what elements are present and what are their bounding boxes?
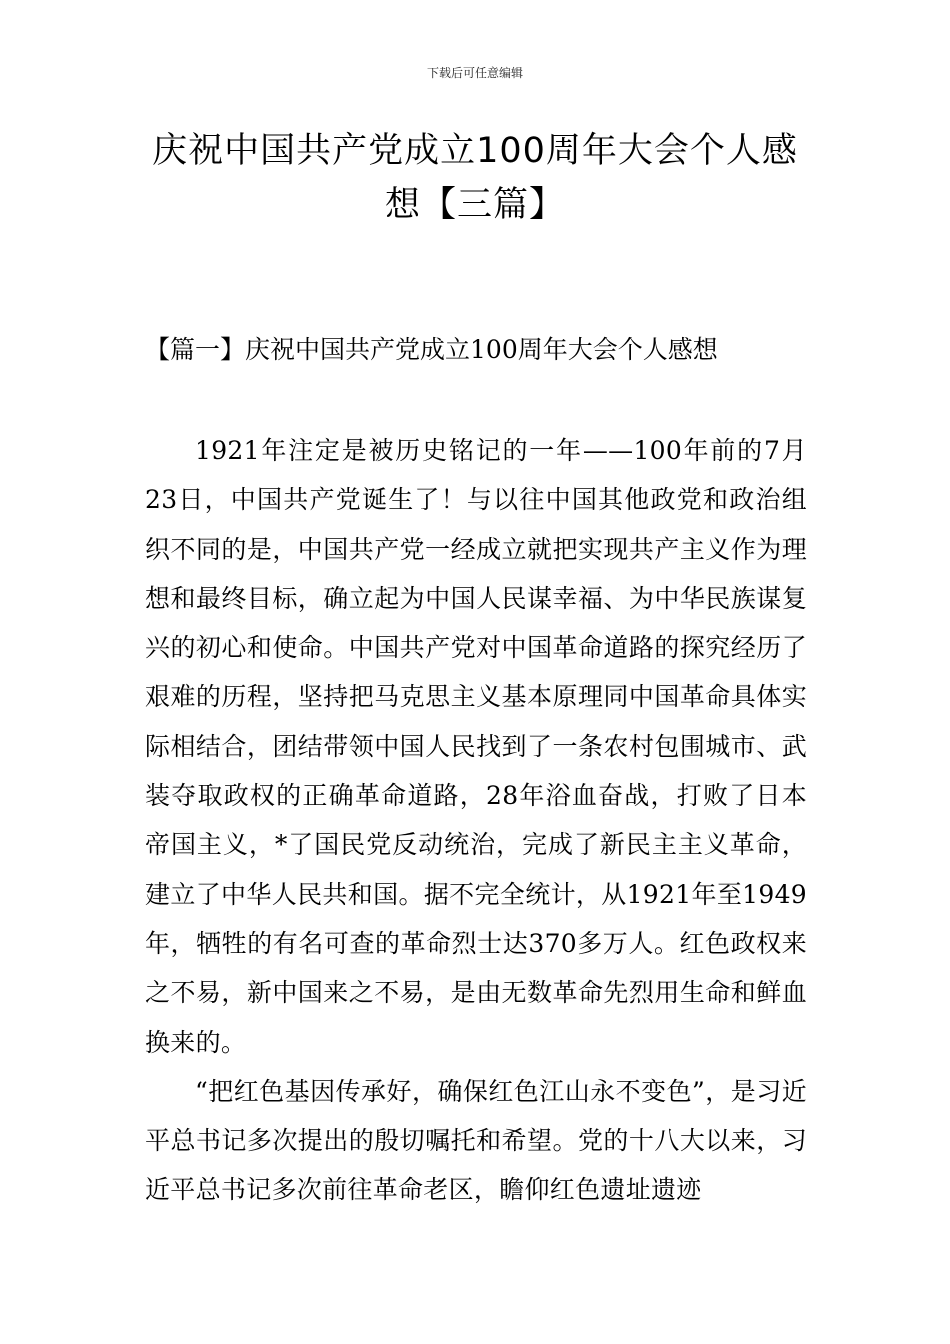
paragraph-1: 1921年注定是被历史铭记的一年——100年前的7月23日，中国共产党诞生了！与以往中国其他政党和政治组织不同的是，中国共产党一经成立就把实现共产主义作为理想和最终目标，确立起为中国人民谋幸福、为中华民族谋复兴的初心和使命。中国共产党对中国革命道路的探究经历了艰难的历程，坚持把马克思主义基本原理同中国革命具体实际相结合，团结带领中国人民找到了一条农村包围城市、武装夺取政权的正确革命道路，28年浴血奋战，打败了日本帝国主义，*了国民党反动统治，完成了新民主主义革命，建立了中华人民共和国。据不完全统计，从1921年至1949年，牺牲的有名可查的革命烈士达370多万人。红色政权来之不易，新中国来之不易，是由无数革命先烈用生命和鲜血换来的。	[145, 436, 807, 1057]
body-text	[145, 426, 807, 1215]
section-heading: 【篇一】庆祝中国共产党成立100周年大会个人感想	[145, 335, 718, 364]
document-title: 庆祝中国共产党成立100周年大会个人感想【三篇】	[152, 131, 798, 225]
paragraph-2: “把红色基因传承好，确保红色江山永不变色”，是习近平总书记多次提出的殷切嘱托和希望。党的十八大以来，习近平总书记多次前往革命老区，瞻仰红色遗址遗迹	[145, 1076, 807, 1205]
page-header-note: 下载后可任意编辑	[426, 66, 523, 80]
